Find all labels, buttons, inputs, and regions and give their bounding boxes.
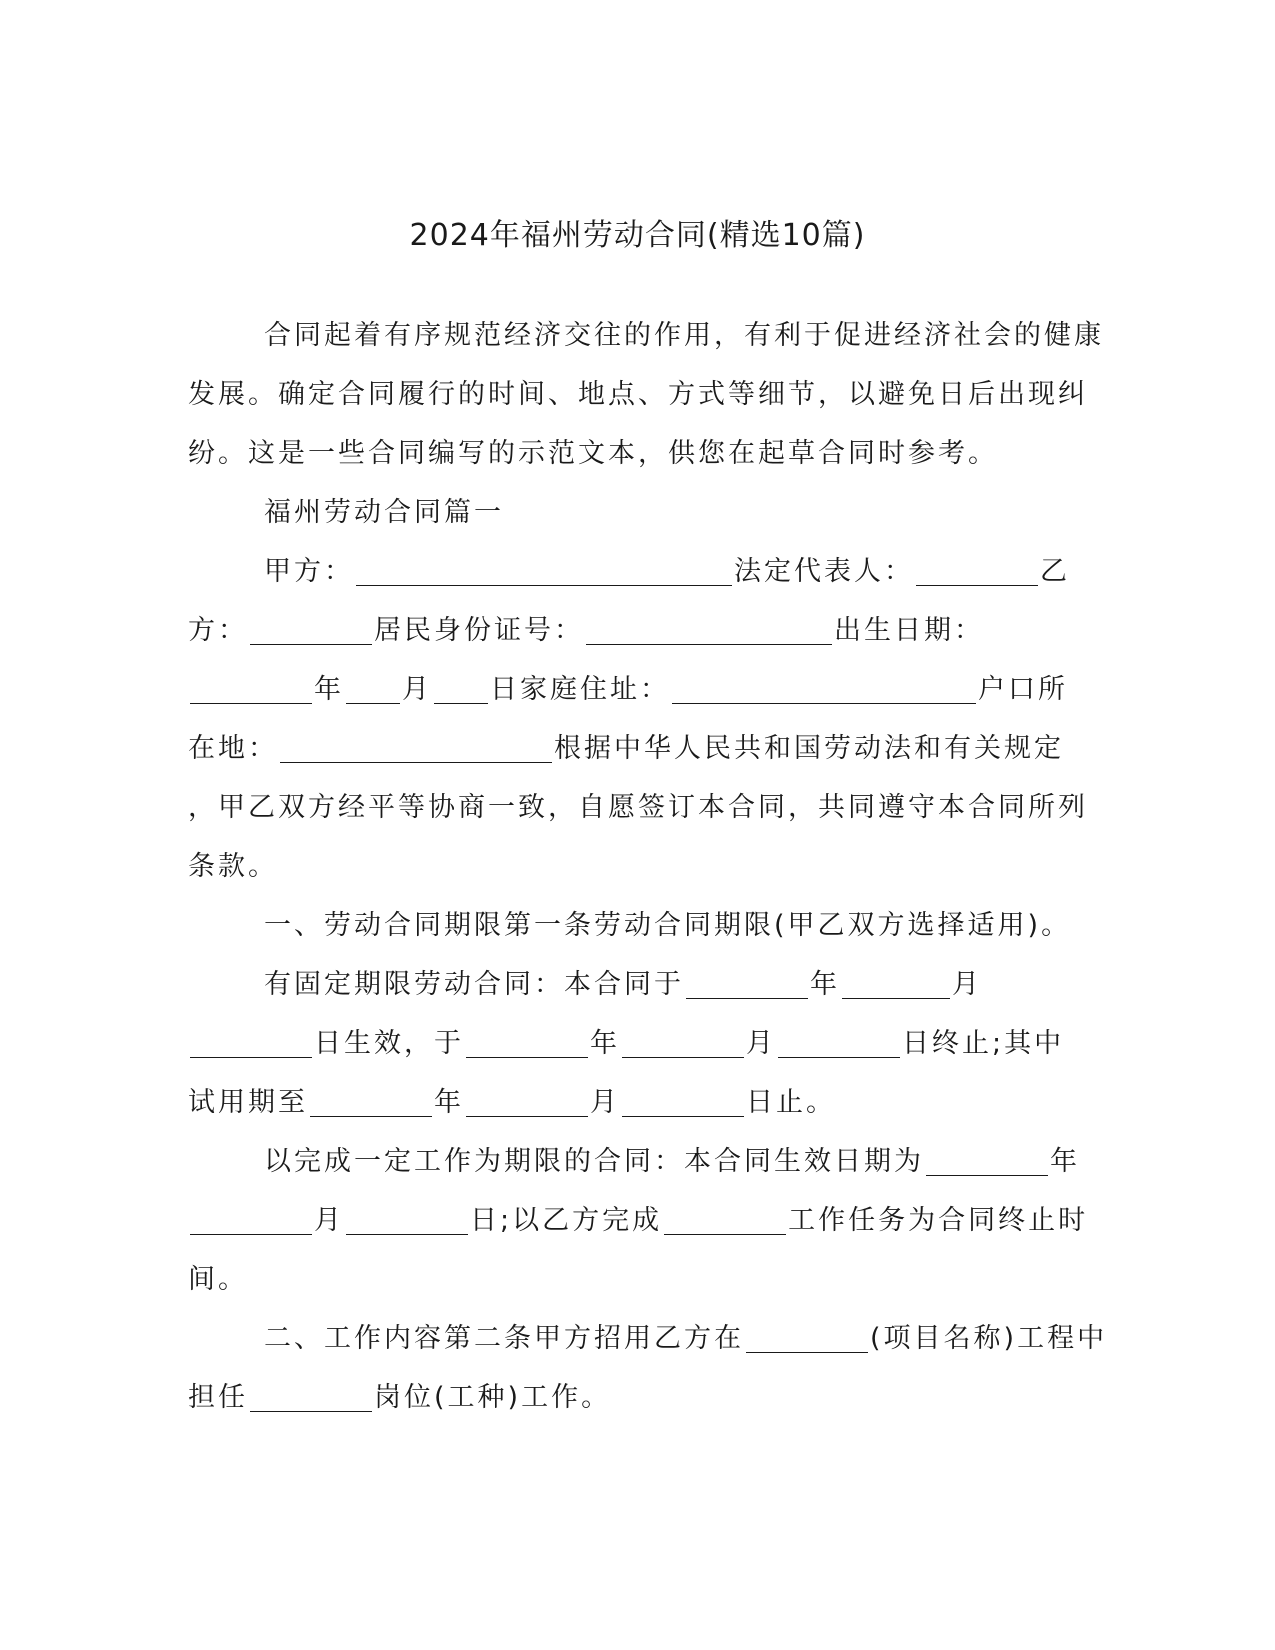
- terms-end-line: 条款。: [188, 851, 278, 882]
- blank-address[interactable]: [672, 677, 976, 704]
- document-title: 2024年福州劳动合同(精选10篇): [409, 218, 866, 253]
- blank-task-day[interactable]: [346, 1208, 468, 1235]
- year-label: 年: [810, 969, 840, 1000]
- project-label: (项目名称)工程中: [870, 1323, 1108, 1354]
- task-line-3: 间。: [188, 1264, 248, 1295]
- intro-line-1: 合同起着有序规范经济交往的作用，有利于促进经济社会的健康: [264, 320, 1104, 351]
- agree-line: ，甲乙双方经平等协商一致，自愿签订本合同，共同遵守本合同所列: [188, 792, 1088, 823]
- blank-start-year[interactable]: [686, 972, 808, 999]
- day-address-label: 日家庭住址：: [490, 674, 670, 705]
- clause1-heading: 一、劳动合同期限第一条劳动合同期限(甲乙双方选择适用)。: [264, 910, 1072, 941]
- blank-end-day[interactable]: [778, 1031, 900, 1058]
- birth-label: 出生日期：: [834, 615, 984, 646]
- blank-post[interactable]: [250, 1385, 372, 1412]
- month-label: 月: [952, 969, 982, 1000]
- blank-project[interactable]: [746, 1326, 868, 1353]
- party-line-1: [264, 554, 1164, 590]
- blank-party-b[interactable]: [250, 618, 372, 645]
- effective-label: 日生效，于: [314, 1028, 464, 1059]
- id-label: 居民身份证号：: [374, 615, 584, 646]
- year-label: 年: [590, 1028, 620, 1059]
- task-label: 以完成一定工作为期限的合同：本合同生效日期为: [264, 1146, 924, 1177]
- blank-end-year[interactable]: [466, 1031, 588, 1058]
- trial-end-label: 日止。: [746, 1087, 836, 1118]
- blank-task-year[interactable]: [926, 1149, 1048, 1176]
- task-line-1: [264, 1144, 1164, 1180]
- blank-trial-day[interactable]: [622, 1090, 744, 1117]
- fixed-term-line-2: [188, 1026, 1088, 1062]
- party-a-label: 甲方：: [264, 556, 354, 587]
- blank-birth-year[interactable]: [190, 677, 312, 704]
- intro-line-2: 发展。确定合同履行的时间、地点、方式等细节，以避免日后出现纠: [188, 379, 1088, 410]
- blank-start-month[interactable]: [842, 972, 950, 999]
- party-line-2: [188, 613, 1088, 649]
- fixed-term-label: 有固定期限劳动合同：本合同于: [264, 969, 684, 1000]
- blank-id[interactable]: [586, 618, 832, 645]
- blank-rep[interactable]: [916, 559, 1038, 586]
- hold-label: 担任: [188, 1382, 248, 1413]
- blank-hukou[interactable]: [280, 736, 552, 763]
- task-line-2: [188, 1203, 1088, 1239]
- blank-birth-day[interactable]: [434, 677, 488, 704]
- year-label: 年: [1050, 1146, 1080, 1177]
- month-label: 月: [590, 1087, 620, 1118]
- blank-end-month[interactable]: [622, 1031, 744, 1058]
- blank-party-a[interactable]: [356, 559, 732, 586]
- hukou-label-start: 户口所: [978, 674, 1068, 705]
- month-label: 月: [314, 1205, 344, 1236]
- end-label: 日终止;其中: [902, 1028, 1065, 1059]
- year-label: 年: [314, 674, 344, 705]
- hukou-label-end: 在地：: [188, 733, 278, 764]
- post-label: 岗位(工种)工作。: [374, 1382, 612, 1413]
- rep-label: 法定代表人：: [734, 556, 914, 587]
- trial-line: [188, 1085, 1088, 1121]
- party-line-4: [188, 731, 1088, 767]
- blank-start-day[interactable]: [190, 1031, 312, 1058]
- month-label: 月: [402, 674, 432, 705]
- blank-trial-year[interactable]: [310, 1090, 432, 1117]
- clause2-label: 二、工作内容第二条甲方招用乙方在: [264, 1323, 744, 1354]
- blank-birth-month[interactable]: [346, 677, 400, 704]
- fixed-term-line-1: [264, 967, 1164, 1003]
- clause2-line-1: [264, 1321, 1164, 1357]
- task-end-label: 工作任务为合同终止时: [788, 1205, 1089, 1236]
- intro-line-3: 纷。这是一些合同编写的示范文本，供您在起草合同时参考。: [188, 438, 998, 469]
- blank-task-month[interactable]: [190, 1208, 312, 1235]
- year-label: 年: [434, 1087, 464, 1118]
- clause2-line-2: [188, 1380, 1088, 1416]
- month-label: 月: [746, 1028, 776, 1059]
- blank-trial-month[interactable]: [466, 1090, 588, 1117]
- party-b-label-end: 方：: [188, 615, 248, 646]
- party-line-3: [188, 672, 1088, 708]
- blank-task-work[interactable]: [664, 1208, 786, 1235]
- trial-label: 试用期至: [188, 1087, 308, 1118]
- law-text: 根据中华人民共和国劳动法和有关规定: [554, 733, 1064, 764]
- party-b-label-start: 乙: [1040, 556, 1070, 587]
- task-day-label: 日;以乙方完成: [470, 1205, 663, 1236]
- section-title: 福州劳动合同篇一: [264, 497, 504, 528]
